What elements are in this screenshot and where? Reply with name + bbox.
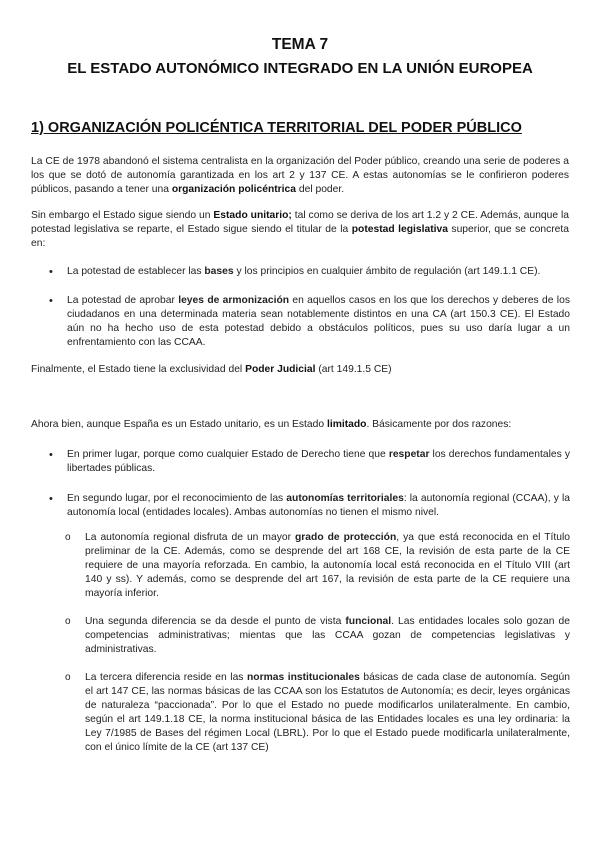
bullet-icon: • — [49, 449, 53, 461]
list-item-bases: La potestad de establecer las bases y los principios en cualquier ámbito de regulación (art 149.1.1 CE). — [67, 266, 541, 277]
section-heading: 1) ORGANIZACIÓN POLICÉNTICA TERRITORIAL DEL PODER PÚBLICO — [31, 120, 522, 136]
bullet-icon: • — [49, 266, 53, 278]
sub-bullet-icon: o — [65, 616, 71, 627]
list-item-respetar: En primer lugar, porque como cualquier Estado de Derecho tiene que respetar los derechos fundamentales y libertades públicas. — [67, 449, 570, 474]
sub-bullet-icon: o — [65, 672, 71, 683]
paragraph-estado-limitado: Ahora bien, aunque España es un Estado unitario, es un Estado limitado. Básicamente por dos razones: — [31, 419, 512, 430]
bullet-icon: • — [49, 493, 53, 505]
sub-item-funcional: Una segunda diferencia se da desde el punto de vista funcional. Las entidades locales solo gozan de competencias administrativas; mientas que las CCAA gozan de competencias legislativas y administrativas. — [85, 616, 571, 655]
document-title: EL ESTADO AUTONÓMICO INTEGRADO EN LA UNIÓN EUROPEA — [67, 60, 533, 77]
paragraph-estado-unitario: Sin embargo el Estado sigue siendo un Estado unitario; tal como se deriva de los art 1.2 y 2 CE. Además, aunque la potestad legislativa se reparte, el Estado sigue siendo el titular de la potestad legislativa superior, que se concreta en: — [31, 210, 570, 249]
sub-item-normas: La tercera diferencia reside en las normas institucionales básicas de cada clase de autonomía. Según el art 147 CE, las normas básicas de las CCAA son los Estatutos de Autonomía; es decir, leyes orgánicas de naturaleza “paccionada”. Por lo que el Estado no puede modificarlos unilateralmente. En cambio, según el art 149.1.18 CE, la norma institucional básica de las Entidades locales es una ley ordinaria: la Ley 7/1985 de Bases del régimen Local (LBRL). Por lo que el Estado puede modificarla unilateralmente, con el único límite de la CE (art 137 CE) — [85, 672, 570, 753]
list-item-autonomias: En segundo lugar, por el reconocimiento de las autonomías territoriales: la autonomía regional (CCAA), y la autonomía local (entidades locales). Ambas autonomías no tienen el mismo nivel. — [67, 493, 570, 518]
paragraph-poder-judicial: Finalmente, el Estado tiene la exclusividad del Poder Judicial (art 149.1.5 CE) — [31, 364, 392, 375]
sub-item-proteccion: La autonomía regional disfruta de un mayor grado de protección, ya que está reconocida en el Título preliminar de la CE. Además, como se desprende del art 168 CE, la revisión de esta parte de la CE requiere de una mayoría reforzada. En cambio, la autonomía local está reconocida en el Título VIII (art 140 y ss). Y además, como se desprende del art 167, la revisión de esta parte de la CE requiere una mayoría inferior. — [85, 532, 570, 599]
list-item-leyes-armonizacion: La potestad de aprobar leyes de armonización en aquellos casos en los que los derechos y deberes de los ciudadanos en una determinada materia sean notablemente distintos en una CA (art 150.3 CE). El Estado aún no ha hecho uso de esta potestad debido a obstáculos políticos, pues su uso daría lugar a un enfrentamiento con las CCAA. — [67, 295, 570, 348]
sub-bullet-icon: o — [65, 532, 71, 543]
document-tema: TEMA 7 — [271, 36, 329, 53]
bullet-icon: • — [49, 295, 53, 307]
paragraph-intro: La CE de 1978 abandonó el sistema centralista en la organización del Poder público, creando una serie de poderes a los que se dotó de autonomía garantizada en los art 2 y 137 CE. A estas autonomías se le confirieron poderes públicos, pasando a tener una organización policéntrica del poder. — [31, 156, 569, 195]
